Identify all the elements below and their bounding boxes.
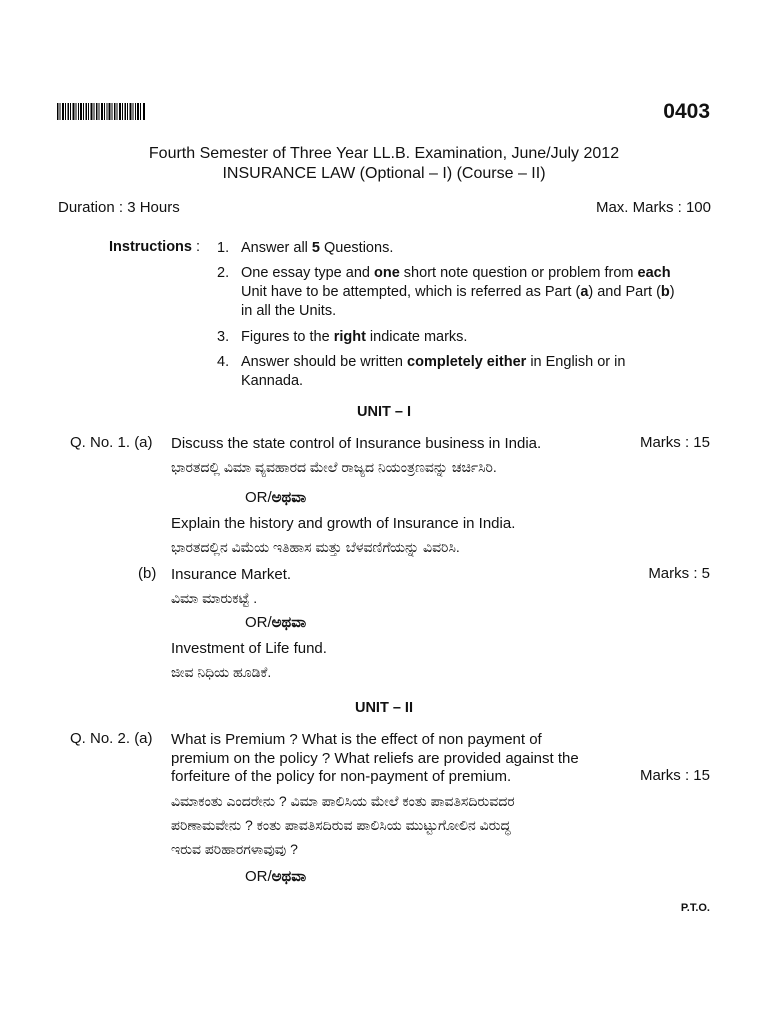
instruction-text: Answer should be written completely either in English or in Kannada. <box>241 354 626 389</box>
instruction-number: 2. <box>217 265 230 281</box>
unit-heading: UNIT – I <box>357 404 411 420</box>
instruction-number: 1. <box>217 240 230 256</box>
question-text-line: forfeiture of the policy for non-payment of premium. <box>171 768 512 785</box>
alternative-part-b-kannada: ಜೀವ ನಿಧಿಯ ಹೂಡಿಕೆ. <box>171 664 272 680</box>
instruction-number: 4. <box>217 354 230 370</box>
part-b-text: Insurance Market. <box>171 566 292 583</box>
pto-label: P.T.O. <box>680 902 710 914</box>
part-b-marks: Marks : 5 <box>648 565 710 582</box>
question-kannada-line: ವಿಮಾಕಂತು ಎಂದರೇನು ? ವಿಮಾ ಪಾಲಿಸಿಯ ಮೇಲೆ ಕಂತು ಪಾವತಿಸದಿರುವದರ <box>171 793 515 809</box>
question-marks: Marks : 15 <box>639 434 710 451</box>
instruction-text: One essay type and one short note question or problem from each Unit have to be attempted, which is referred as Part (a) and Part (b) in all the Units. <box>241 265 675 319</box>
question-text-line: What is Premium ? What is the effect of non payment of <box>171 731 542 748</box>
alternative-question-kannada: ಭಾರತದಲ್ಲಿನ ವಿಮೆಯ ಇತಿಹಾಸ ಮತ್ತು ಬೆಳವಣಿಗೆಯನ್ನು ವಿವರಿಸಿ. <box>171 539 460 555</box>
or-separator: OR/ಅಥವಾ <box>245 614 307 631</box>
instructions-label: Instructions : <box>109 239 201 255</box>
subject-title: INSURANCE LAW (Optional – I) (Course – II) <box>222 165 546 182</box>
question-number: Q. No. 2. (a) <box>70 730 153 747</box>
part-b-kannada: ವಿಮಾ ಮಾರುಕಟ್ಟೆ . <box>171 590 258 606</box>
max-marks: Max. Marks : 100 <box>595 199 711 216</box>
instruction-text: Answer all 5 Questions. <box>241 240 394 256</box>
duration: Duration : 3 Hours <box>58 199 180 216</box>
paper-code: 0403 <box>663 100 710 123</box>
alternative-part-b-text: Investment of Life fund. <box>171 640 327 657</box>
instruction-number: 3. <box>217 329 230 345</box>
question-kannada-line: ಪರಿಣಾಮವೇನು ? ಕಂತು ಪಾವತಿಸದಿರುವ ಪಾಲಿಸಿಯ ಮುಟ್ಟುಗೋಲಿನ ವಿರುದ್ಧ <box>171 817 511 833</box>
question-text: Discuss the state control of Insurance business in India. <box>171 435 542 452</box>
unit-heading: UNIT – II <box>354 700 413 716</box>
alternative-question-text: Explain the history and growth of Insurance in India. <box>171 515 516 532</box>
exam-title: Fourth Semester of Three Year LL.B. Examination, June/July 2012 <box>148 145 620 162</box>
instruction-text: Figures to the right indicate marks. <box>241 329 468 345</box>
or-separator: OR/ಅಥವಾ <box>245 489 307 506</box>
question-kannada-line: ಇರುವ ಪರಿಹಾರಗಳಾವುವು ? <box>171 841 298 857</box>
question-text-kannada: ಭಾರತದಲ್ಲಿ ವಿಮಾ ವ್ಯವಹಾರದ ಮೇಲೆ ರಾಜ್ಯದ ನಿಯಂತ್ರಣವನ್ನು ಚರ್ಚಿಸಿರಿ. <box>171 459 497 475</box>
or-separator: OR/ಅಥವಾ <box>245 868 307 885</box>
question-number: Q. No. 1. (a) <box>70 434 153 451</box>
part-b-number: (b) <box>138 565 157 582</box>
barcode-image <box>57 103 145 120</box>
question-marks: Marks : 15 <box>639 767 710 784</box>
question-text-line: premium on the policy ? What reliefs are provided against the <box>171 750 579 767</box>
